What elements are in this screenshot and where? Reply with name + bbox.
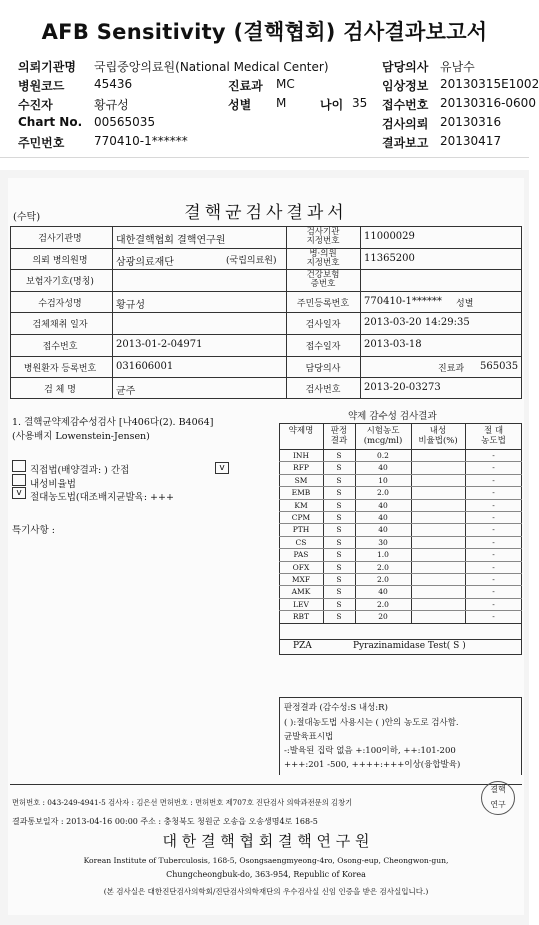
info-value: 2013-01-2-04971 bbox=[116, 339, 203, 350]
sens-cell: - bbox=[492, 537, 495, 547]
pza-value: Pyrazinamidase Test( S ) bbox=[353, 641, 466, 651]
special-notes-label: 특기사항 : bbox=[12, 525, 55, 536]
direct-method-label: 직접법(배양결과: ) 간접 bbox=[30, 465, 130, 476]
sens-cell: - bbox=[492, 451, 495, 460]
pza-label: PZA bbox=[293, 641, 312, 651]
sens-cell: 0.2 bbox=[377, 451, 389, 460]
info-col-line bbox=[360, 226, 361, 399]
header-label: 병원코드 bbox=[18, 79, 65, 93]
direct-method-checkbox bbox=[12, 460, 26, 472]
judgement-line-4: -:발육된 집락 없음 +:100이하, ++:101-200 bbox=[284, 746, 456, 756]
header-label: 검사의뢰 bbox=[382, 117, 429, 131]
info-value: 2013-03-20 14:29:35 bbox=[364, 317, 470, 329]
sens-cell: 40 bbox=[378, 463, 388, 473]
info-col-line bbox=[286, 226, 287, 399]
sens-row-line bbox=[279, 461, 522, 462]
info-value: 11365200 bbox=[364, 252, 415, 264]
sens-row-line bbox=[279, 536, 522, 537]
sens-cell: - bbox=[492, 500, 495, 510]
sens-cell: - bbox=[492, 599, 495, 609]
sensitivity-table-title: 약제 감수성 검사결과 bbox=[348, 411, 437, 422]
info-label: 접수일자 bbox=[305, 342, 341, 352]
sens-cell: 40 bbox=[378, 525, 388, 535]
header-label: 주민번호 bbox=[18, 136, 65, 150]
info-row-line bbox=[10, 334, 522, 335]
sens-header: 판정 결과 bbox=[330, 426, 348, 446]
footer-address-1: Korean Institute of Tuberculosis, 168-5, Osongsaengmyeong-4ro, Osong-eup, Cheongwon-gun, bbox=[83, 856, 449, 865]
info-label: 건강보험 증번호 bbox=[306, 270, 340, 290]
header-label: 접수번호 bbox=[382, 98, 429, 112]
sens-cell: 40 bbox=[378, 513, 388, 522]
sens-cell: OFX bbox=[292, 562, 310, 572]
sens-cell: S bbox=[336, 500, 342, 510]
sens-row-line bbox=[279, 548, 522, 549]
sens-cell: S bbox=[336, 550, 342, 560]
sheet-title: 결핵균검사결과서 bbox=[184, 203, 348, 223]
info-value: 황규성 bbox=[116, 299, 145, 311]
sens-cell: INH bbox=[292, 451, 310, 460]
sens-cell: 20 bbox=[378, 612, 388, 622]
info-value: (국립의료원) bbox=[226, 255, 277, 266]
info-label: 보험자기호(명칭) bbox=[26, 277, 94, 288]
info-label: 검사기관명 bbox=[38, 234, 82, 244]
info-value: 565035 bbox=[480, 360, 519, 372]
sens-cell: SM bbox=[294, 475, 308, 485]
header-value: 국립중앙의료원(National Medical Center) bbox=[94, 60, 329, 74]
header-label: 성별 bbox=[228, 98, 252, 112]
sens-cell: MXF bbox=[291, 575, 311, 584]
header-value: 20130316-0600 bbox=[440, 96, 536, 110]
sens-cell: AMK bbox=[291, 587, 311, 597]
header-value: 45436 bbox=[94, 77, 133, 91]
sens-cell: S bbox=[336, 537, 342, 547]
header-value: M bbox=[276, 96, 287, 110]
sens-cell: LEV bbox=[293, 599, 309, 609]
sens-cell: S bbox=[336, 475, 342, 485]
sens-cell: - bbox=[492, 475, 495, 485]
sens-cell: 2.0 bbox=[377, 562, 389, 572]
header-label: Chart No. bbox=[18, 115, 83, 129]
header-value: 20130316 bbox=[440, 115, 502, 129]
header-divider bbox=[0, 157, 529, 158]
info-label: 의뢰 병의원명 bbox=[32, 255, 88, 266]
sens-cell: S bbox=[336, 488, 342, 498]
info-label: 검사기관 지정번호 bbox=[306, 227, 340, 246]
sens-bottom-line bbox=[279, 623, 522, 624]
sens-header-line bbox=[279, 449, 522, 450]
sens-cell: S bbox=[336, 612, 342, 622]
resistance-ratio-label: 내성비율법 bbox=[30, 479, 76, 490]
judgement-line-5: +++:201 -500, ++++:+++이상(융합발육) bbox=[284, 760, 461, 770]
indirect-checkbox: v bbox=[215, 462, 229, 474]
header-value: 20130417 bbox=[440, 134, 502, 148]
sens-row-line bbox=[279, 474, 522, 475]
sens-cell: S bbox=[336, 463, 342, 473]
sens-cell: S bbox=[336, 451, 342, 460]
test-line-1: 1. 결핵균약제감수성검사 [나406다(2). B4064] bbox=[12, 417, 214, 428]
form-tag: (수탁) bbox=[13, 212, 41, 223]
header-label: 진료과 bbox=[228, 79, 263, 93]
sens-cell: 10 bbox=[378, 475, 388, 485]
sens-cell: RFP bbox=[293, 463, 309, 473]
footer-address-2: Chungcheongbuk-do, 363-954, Republic of Korea bbox=[166, 870, 366, 879]
sens-cell: 2.0 bbox=[377, 575, 389, 584]
info-label: 검사번호 bbox=[305, 385, 341, 396]
info-row-line bbox=[10, 291, 522, 292]
sens-cell: EMB bbox=[291, 488, 311, 498]
sens-cell: - bbox=[492, 575, 495, 584]
age-value: 35 bbox=[352, 96, 368, 110]
sens-cell: 40 bbox=[378, 587, 388, 597]
sens-cell: - bbox=[492, 525, 495, 535]
footer-date-line: 결과통보일자 : 2013-04-16 00:00 주소 : 충청북도 청원군 오송읍 오송생명4로 168-5 bbox=[12, 817, 318, 826]
info-label: 병원환자 등록번호 bbox=[23, 363, 97, 374]
info-label: 담당의사 bbox=[305, 363, 341, 374]
header-value: 유남수 bbox=[440, 60, 475, 74]
info-row-line bbox=[10, 269, 522, 270]
sens-cell: RBT bbox=[292, 612, 310, 622]
sens-cell: - bbox=[492, 562, 495, 572]
info-col-line bbox=[112, 226, 113, 399]
report-title: AFB Sensitivity (결핵협회) 검사결과보고서 bbox=[41, 20, 488, 44]
sens-row-line bbox=[279, 610, 522, 611]
sens-cell: S bbox=[336, 575, 342, 584]
info-label: 진료과 bbox=[438, 363, 465, 374]
absolute-conc-label: 절대농도법(대조배지균발육: +++ bbox=[30, 492, 174, 503]
sens-cell: - bbox=[492, 463, 495, 473]
test-line-2: (사용배지 Lowenstein-Jensen) bbox=[12, 431, 150, 442]
info-label: 주민등록번호 bbox=[296, 298, 350, 309]
judgement-line-3: 균발육표시법 bbox=[284, 732, 334, 742]
info-row-line bbox=[10, 248, 522, 249]
sens-cell: - bbox=[492, 513, 495, 522]
sens-row-line bbox=[279, 585, 522, 586]
sens-cell: 2.0 bbox=[377, 488, 389, 498]
sens-cell: - bbox=[492, 488, 495, 498]
info-label: 수검자성명 bbox=[38, 298, 82, 309]
age-label: 나이 bbox=[320, 98, 344, 112]
sens-row-line bbox=[279, 598, 522, 599]
sens-cell: 40 bbox=[378, 500, 388, 510]
header-value: 770410-1****** bbox=[94, 134, 188, 148]
judgement-line-2: ( ):절대농도법 사용시는 ( )안의 농도로 검사함. bbox=[284, 718, 459, 728]
sens-header: 시험농도 (mcg/ml) bbox=[363, 426, 403, 446]
info-row-line bbox=[10, 312, 522, 313]
header-label: 의뢰기관명 bbox=[18, 60, 76, 74]
footer-rule bbox=[10, 784, 522, 785]
info-value: 770410-1****** bbox=[364, 295, 442, 307]
sens-cell: 2.0 bbox=[377, 599, 389, 609]
sens-cell: S bbox=[336, 587, 342, 597]
sens-cell: CS bbox=[295, 537, 307, 547]
info-label: 검 체 명 bbox=[44, 385, 76, 396]
sens-cell: - bbox=[492, 587, 495, 597]
footer-accreditation-note: (본 검사실은 대한진단검사의학회/진단검사의학재단의 우수검사실 신임 인증을 받은 검사실입니다.) bbox=[103, 887, 429, 896]
sens-cell: S bbox=[336, 513, 342, 522]
header-value: 황규성 bbox=[94, 98, 129, 112]
header-value: MC bbox=[276, 77, 295, 91]
footer-license-line: 면허번호 : 043-249-4941-5 검사자 : 김은선 면허번호 : 면허번호 제707호 진단검사 의학과전문의 김창기 bbox=[12, 798, 353, 807]
absolute-conc-checkbox: v bbox=[12, 487, 26, 499]
sens-cell: PTH bbox=[292, 525, 310, 535]
sens-cell: PAS bbox=[293, 550, 309, 560]
sens-cell: S bbox=[336, 599, 342, 609]
header-label: 임상정보 bbox=[382, 79, 429, 93]
sens-cell: CPM bbox=[291, 513, 311, 522]
institute-seal-icon: 결핵 연구 bbox=[481, 781, 515, 815]
info-row-line bbox=[10, 356, 522, 357]
sens-row-line bbox=[279, 561, 522, 562]
header-label: 결과보고 bbox=[382, 136, 429, 150]
sens-cell: - bbox=[492, 612, 495, 622]
info-label: 검체채취 일자 bbox=[32, 320, 88, 331]
judgement-line-1: 판정결과 (감수성:S 내성:R) bbox=[284, 703, 388, 713]
info-value: 균주 bbox=[116, 386, 136, 398]
sens-header: 내성 비율법(%) bbox=[418, 426, 458, 446]
header-value: 00565035 bbox=[94, 115, 156, 129]
sens-row-line bbox=[279, 511, 522, 512]
footer-org-name: 대 한 결 핵 협 회 결 핵 연 구 원 bbox=[162, 832, 370, 850]
scanned-result-sheet bbox=[8, 178, 524, 915]
sens-row-line bbox=[279, 499, 522, 500]
sens-cell: 1.0 bbox=[377, 550, 389, 560]
info-value: 2013-20-03273 bbox=[364, 382, 441, 394]
header-label: 담당의사 bbox=[382, 60, 429, 74]
info-value: 삼광의료재단 bbox=[116, 256, 174, 268]
info-row-line bbox=[10, 377, 522, 378]
sens-header: 절 대 농도법 bbox=[481, 426, 506, 446]
sens-cell: 30 bbox=[378, 537, 388, 547]
sens-row-line bbox=[279, 523, 522, 524]
sens-cell: S bbox=[336, 562, 342, 572]
info-value: 2013-03-18 bbox=[364, 339, 422, 350]
info-value: 031606001 bbox=[116, 360, 174, 372]
sens-row-line bbox=[279, 486, 522, 487]
sens-cell: - bbox=[492, 550, 495, 560]
sens-header: 약제명 bbox=[288, 426, 314, 436]
info-value: 대한결핵협회 결핵연구원 bbox=[116, 235, 226, 246]
header-value: 20130315E1002 bbox=[440, 77, 539, 91]
resistance-ratio-checkbox bbox=[12, 474, 26, 486]
header-label: 수진자 bbox=[18, 98, 53, 112]
info-label: 검사일자 bbox=[305, 320, 341, 331]
pza-bottom-line bbox=[279, 639, 522, 640]
sens-cell: KM bbox=[294, 500, 308, 510]
info-label: 성별 bbox=[456, 298, 474, 309]
info-label: 병·의원 지정번호 bbox=[306, 248, 340, 268]
info-label: 접수번호 bbox=[42, 342, 78, 352]
sens-row-line bbox=[279, 573, 522, 574]
sens-cell: S bbox=[336, 525, 342, 535]
info-value: 11000029 bbox=[364, 231, 415, 242]
